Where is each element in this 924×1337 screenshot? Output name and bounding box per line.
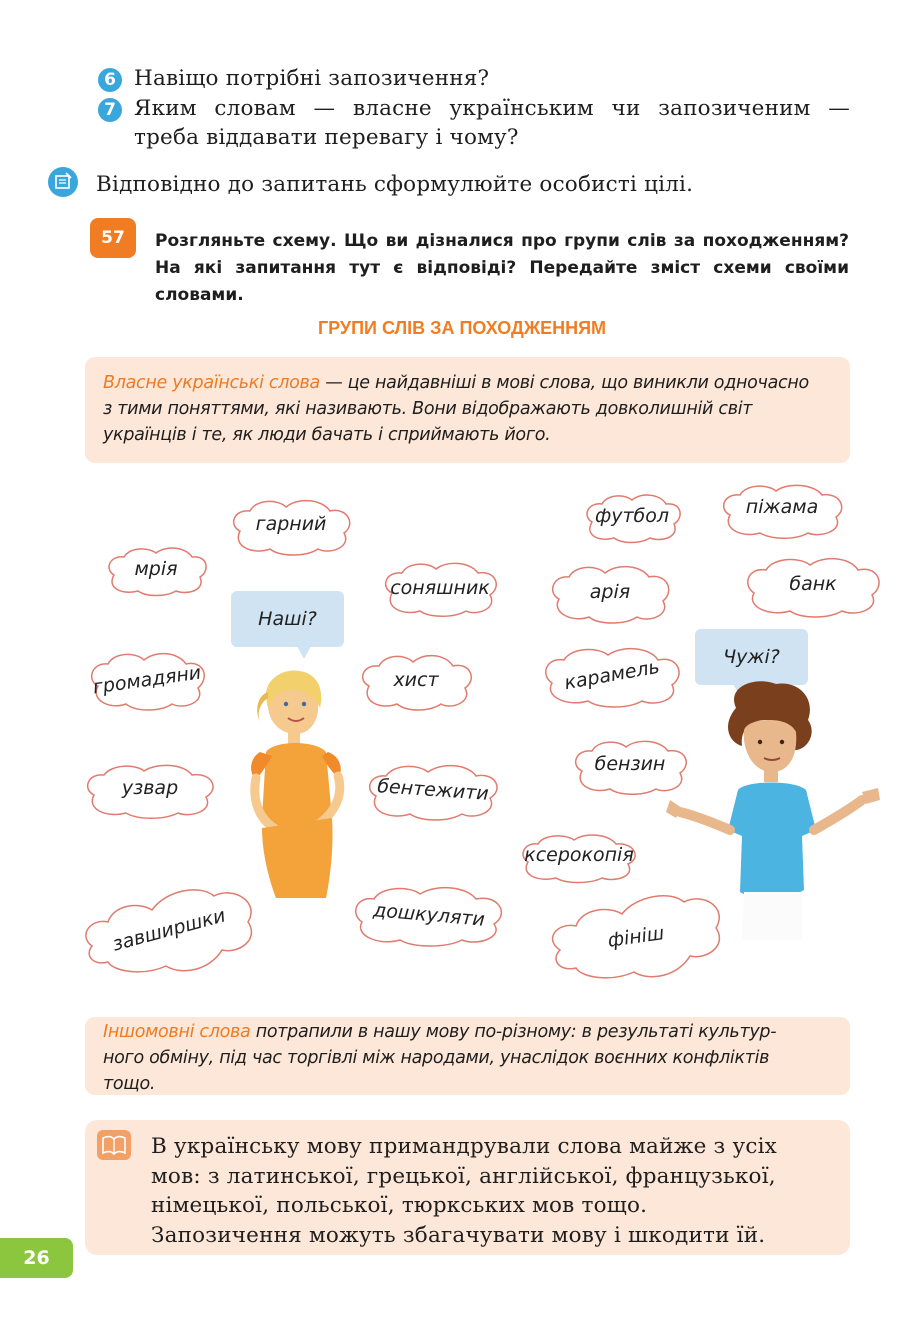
question-7-line-2: треба віддавати перевагу і чому? [134, 125, 519, 150]
word-cloud-doshkuliaty: дошкуляти [348, 884, 510, 948]
girl-illustration [246, 668, 356, 898]
page-number: 26 [0, 1238, 73, 1278]
word-cloud-hromadiany: громадяни [84, 650, 210, 712]
foreign-words-definition: Іншомовні слова потрапили в нашу мову по-різному: в результаті культур- ного обміну, під час торгівлі між народами, унаслідок воєнних конфліктів тощо. [103, 1022, 777, 1094]
word-cloud-khyst: хист [355, 652, 477, 712]
word-cloud-ariia: арія [545, 563, 675, 625]
word-cloud-karamel: карамель [538, 645, 686, 709]
goal-icon [48, 167, 78, 197]
question-7-number: 7 [98, 98, 122, 122]
info-note-text: В українську мову примандрували слова майже з усіх мов: з латинської, грецької, англійської, французької, німецької, польської, тюркських мов тощо. Запозичення можуть збагачувати мову і шкодити їй. [151, 1134, 777, 1248]
word-cloud-bank: банк [740, 555, 886, 619]
word-cloud-bentezhyty: бентежити [362, 762, 504, 822]
info-note-box [85, 1120, 850, 1255]
word-cloud-mriia: мрія [102, 545, 210, 597]
word-cloud-kserokopiia: ксерокопія [516, 832, 642, 884]
task-text: Розгляньте схему. Що ви дізналися про групи слів за походженням? На які запитання тут є відповіді? Передайте зміст схеми своїми словами. [155, 231, 849, 305]
native-words-box [85, 357, 850, 463]
scheme-title: ГРУПИ СЛІВ ЗА ПОХОДЖЕННЯМ [317, 318, 607, 338]
question-6-text: Навіщо потрібні запозичення? [134, 66, 490, 91]
native-words-term: Власне українські слова [103, 373, 320, 393]
word-cloud-finish: фініш [544, 888, 728, 984]
speech-bubble-native: Наші? [231, 591, 344, 647]
word-cloud-soniashnyk: соняшник [378, 560, 502, 618]
goal-text: Відповідно до запитань сформулюйте особисті цілі. [96, 172, 694, 197]
word-cloud-garnyi: гарний [226, 497, 356, 557]
native-words-definition: Власне українські слова — це найдавніші в мові слова, що виникли одночасно з тими поняттями, які називають. Вони відображають довколишній світ українців і те, як люди бачать і сприймають його. [103, 373, 809, 445]
speech-bubble-foreign: Чужі? [695, 629, 808, 685]
word-cloud-pizhama: піжама [716, 482, 848, 540]
question-7-line-1: Яким словам — власне українським чи запозиченим — [134, 96, 850, 121]
boy-illustration [666, 680, 888, 940]
word-cloud-benzyn: бензин [568, 738, 692, 796]
book-icon [97, 1130, 131, 1160]
foreign-words-box [85, 1017, 850, 1095]
foreign-words-term: Іншомовні слова [103, 1022, 251, 1042]
question-6-number: 6 [98, 68, 122, 92]
word-cloud-zavshyrshky: завширшки [78, 880, 260, 978]
task-number-badge: 57 [90, 218, 136, 258]
word-cloud-futbol: футбол [580, 492, 684, 544]
word-cloud-uzvar: узвар [80, 762, 220, 820]
